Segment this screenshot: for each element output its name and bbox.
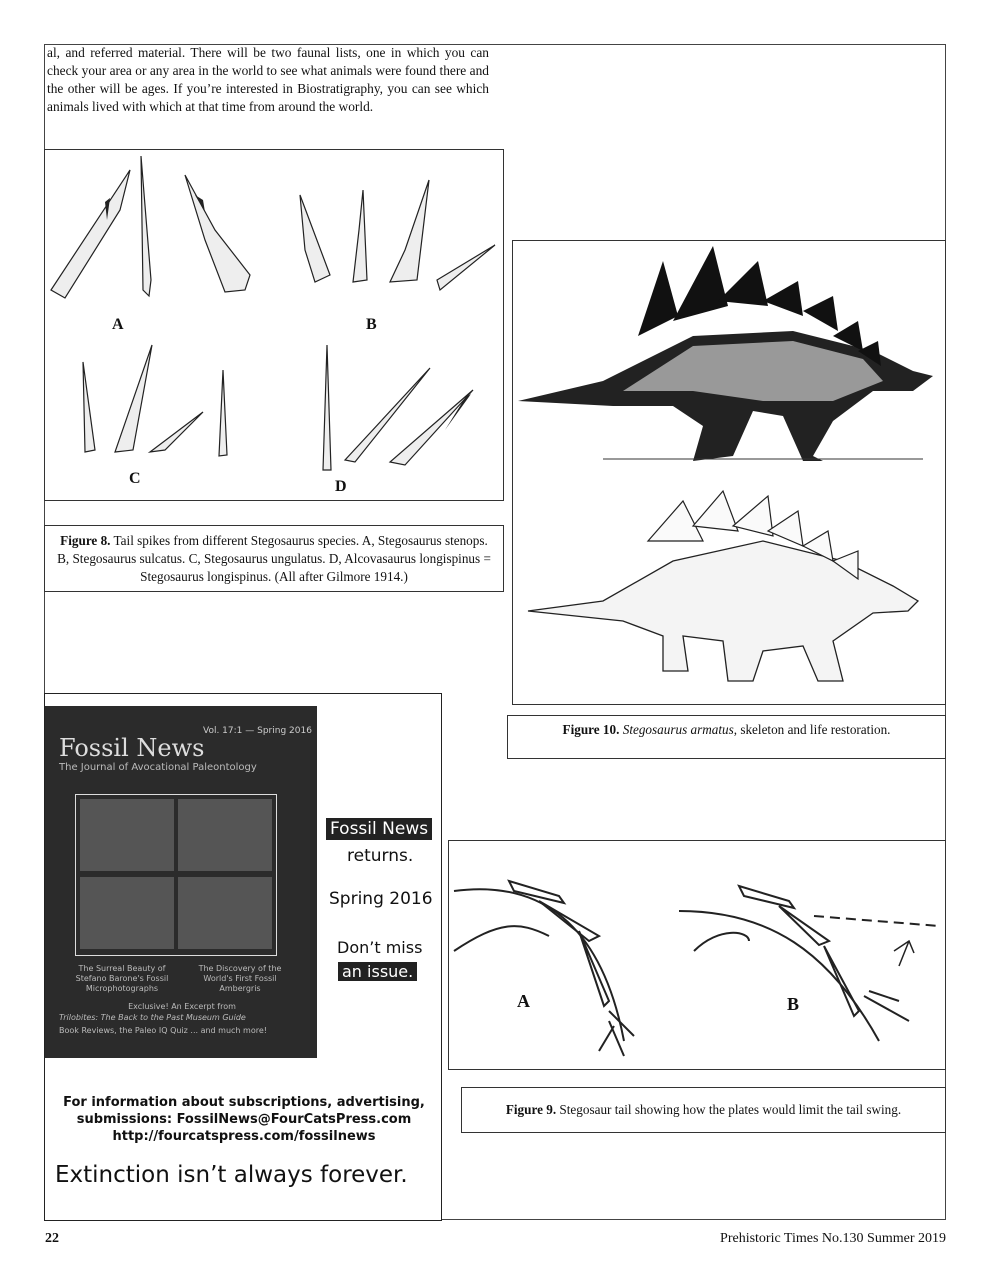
cover-title: Fossil News bbox=[59, 734, 205, 762]
fossil-news-ad bbox=[44, 693, 442, 1221]
intro-paragraph: al, and referred material. There will be two faunal lists, one in which you can check your area or any area in the world to see what animals were found there and the other will be ages. If you’re interested in Biostratigraphy, you can see which animals lived with which at that time from around the world. bbox=[47, 45, 489, 114]
figure8-caption bbox=[44, 525, 504, 592]
publication-footer: Prehistoric Times No.130 Summer 2019 bbox=[720, 1231, 946, 1246]
figure10-caption-species: Stegosaurus armatus bbox=[622, 722, 734, 737]
figure10-caption bbox=[507, 715, 946, 759]
figure9-caption bbox=[461, 1087, 946, 1133]
figure10-image bbox=[512, 240, 946, 705]
figure10-caption-label: Figure 10. bbox=[562, 722, 620, 737]
cover-blurb-3: Exclusive! An Excerpt from bbox=[128, 1002, 236, 1011]
figure9-label-b: B bbox=[787, 994, 800, 1014]
figure9-image bbox=[448, 840, 946, 1070]
tail-swing-diagram bbox=[449, 841, 944, 1068]
skeleton-silhouette bbox=[518, 246, 933, 461]
cover-volume: Vol. 17:1 — Spring 2016 bbox=[203, 726, 312, 736]
stegosaurus-illustration bbox=[513, 241, 944, 703]
magazine-cover bbox=[45, 706, 317, 1058]
figure8-caption-text: Tail spikes from different Stegosaurus species. A, Stegosaurus stenops. B, Stegosaurus sulcatus. C, Stegosaurus ungulatus. D, Alcovasaurus longispinus = Stegosaurus longispinus. (All after Gilmore 1914.) bbox=[57, 533, 491, 584]
figure9-caption-text: Stegosaur tail showing how the plates would limit the tail swing. bbox=[559, 1102, 902, 1117]
ad-info bbox=[45, 1094, 443, 1145]
side-date: Spring 2016 bbox=[329, 889, 433, 909]
figure9-label-a: A bbox=[517, 991, 530, 1011]
cover-subtitle: The Journal of Avocational Paleontology bbox=[59, 762, 257, 773]
figure10-caption-text: , skeleton and life restoration. bbox=[733, 722, 891, 737]
side-issue: an issue. bbox=[338, 962, 417, 981]
life-restoration bbox=[528, 491, 918, 681]
figure8-image bbox=[44, 149, 504, 501]
ad-info-line-2: submissions: FossilNews@FourCatsPress.com bbox=[76, 1112, 412, 1127]
cover-blurb-5: Book Reviews, the Paleo IQ Quiz ... and much more! bbox=[59, 1026, 267, 1035]
page-number: 22 bbox=[45, 1231, 59, 1246]
figure8-label-d: D bbox=[335, 478, 347, 495]
ad-info-line-1: For information about subscriptions, advertising, bbox=[63, 1095, 425, 1110]
figure9-caption-label: Figure 9. bbox=[505, 1102, 557, 1117]
figure8-caption-label: Figure 8. bbox=[60, 533, 111, 548]
figure8-label-c: C bbox=[129, 470, 141, 487]
side-returns: returns. bbox=[347, 846, 414, 866]
cover-blurb-1: The Surreal Beauty of Stefano Barone's Fossil Microphotographs bbox=[75, 964, 169, 993]
side-title: Fossil News bbox=[326, 818, 432, 840]
ad-tagline: Extinction isn’t always forever. bbox=[55, 1162, 408, 1188]
figure8-label-b: B bbox=[366, 316, 377, 333]
cover-blurb-2: The Discovery of the World's First Fossil Ambergris bbox=[198, 964, 282, 993]
side-dont-miss: Don’t miss bbox=[337, 938, 423, 957]
ad-info-line-3: http://fourcatspress.com/fossilnews bbox=[112, 1129, 376, 1144]
cover-photo-grid bbox=[75, 794, 277, 956]
cover-blurb-4: Trilobites: The Back to the Past Museum Guide bbox=[59, 1013, 246, 1022]
figure8-label-a: A bbox=[112, 316, 124, 333]
